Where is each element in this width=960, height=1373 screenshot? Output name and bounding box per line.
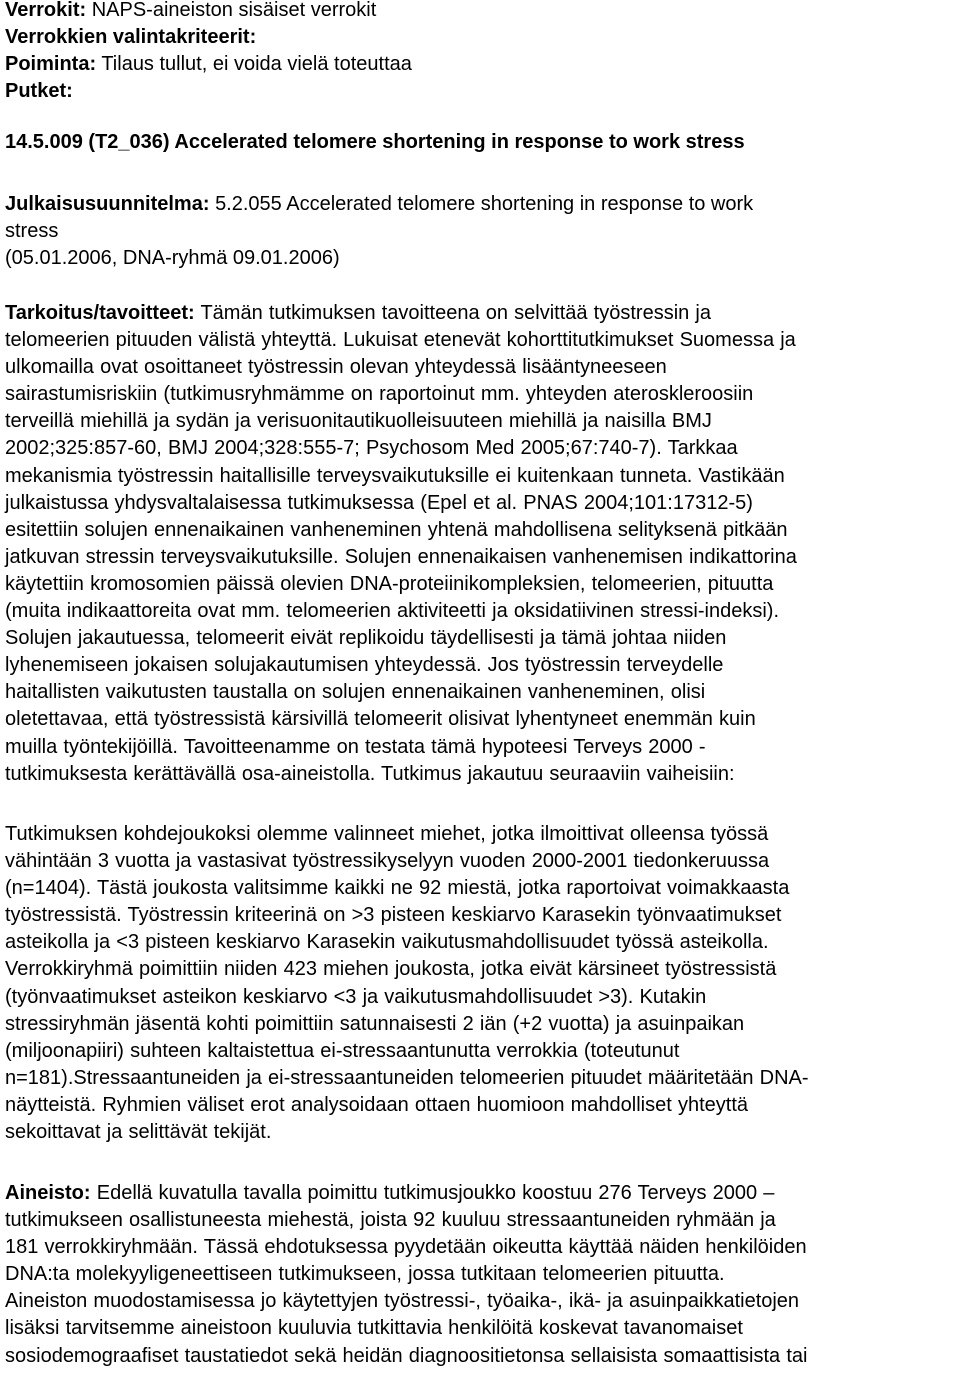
study-design-line: n=181).Stressaantuneiden ja ei-stressaantuneiden telomeerien pituudet määritetään DNA- [5,1066,809,1089]
purpose-section [5,300,797,788]
material-line: 181 verrokkiryhmään. Tässä ehdotuksessa pyydetään oikeutta käyttää näiden henkilöiden [5,1236,807,1259]
poiminta-value: Tilaus tullut, ei voida vielä toteuttaa [101,53,412,75]
study-design-line: stressiryhmän jäsentä kohti poimittiin satunnaisesti 2 iän (+2 vuotta) ja asuinpaikan [5,1012,745,1035]
poiminta-row [5,51,412,78]
study-design-section [5,821,809,1146]
purpose-line: 2002;325:857-60, BMJ 2004;328:555-7; Psychosom Med 2005;67:740-7). Tarkkaa [5,437,738,460]
material-line: sosiodemograafiset taustatiedot sekä heidän diagnoositietonsa sellaisista somaattisista tai [5,1344,808,1367]
material-line: tutkimukseen osallistuneesta miehestä, joista 92 kuuluu stressaantuneiden ryhmään ja [5,1209,776,1232]
project-title: 14.5.009 (T2_036) Accelerated telomere shortening in response to work stress [5,131,745,153]
purpose-line: ulkomailla ovat osoittaneet työstressin olevan yhteydessä lisääntyneeseen [5,356,667,379]
material-line: Aineiston muodostamisessa jo käytettyjen työstressi-, työaika-, ikä- ja asuinpaikkatietojen [5,1290,800,1313]
study-design-line: (miljoonapiiri) suhteen kaltaistettua ei-stressaantunutta verrokkia (toteutunut [5,1039,680,1062]
purpose-line: käytettiin kromosomien päissä olevien DNA-proteiinikompleksien, telomeerien, pituutta [5,572,774,595]
study-design-line: sekoittavat ja selittävät tekijät. [5,1121,272,1144]
purpose-line: (muita indikaattoreita ovat mm. telomeerien aktiviteetti ja oksidatiivinen stressi-indeksi). [5,600,779,623]
publication-plan-line-1 [5,191,753,218]
purpose-label: Tarkoitus/tavoitteet: [5,302,195,324]
purpose-line: haitallisten vaikutusten taustalla on solujen ennenaikainen vanheneminen, olisi [5,681,706,704]
verrokit-label: Verrokit: [5,0,87,21]
study-design-line: vähintään 3 vuotta ja vastasivat työstressikyselyyn vuoden 2000-2001 tiedonkeruussa [5,850,770,873]
material-label: Aineisto: [5,1182,91,1204]
publication-plan-line-2: stress [5,220,59,242]
purpose-line: oletettavaa, että työstressistä kärsivillä telomeerit olisivat lyhentyneet enemmän kuin [5,708,756,731]
purpose-line: julkaistussa yhdysvaltalaisessa tutkimuksessa (Epel et al. PNAS 2004;101:17312-5) [5,491,753,514]
study-design-line: (työnvaatimukset asteikon keskiarvo <3 ja vaikutusmahdollisuudet >3). Kutakin [5,985,707,1008]
purpose-line: lyhenemiseen jokaisen solujakautumisen yhteydessä. Jos työstressin terveydelle [5,654,724,677]
purpose-line: muilla työntekijöillä. Tavoitteenamme on testata tämä hypoteesi Terveys 2000 - [5,735,706,758]
putket-label: Putket: [5,80,73,102]
study-design-line: asteikolla ja <3 pisteen keskiarvo Karasekin vaikutusmahdollisuudet työssä asteikolla. [5,931,769,954]
publication-plan-text: 5.2.055 Accelerated telomere shortening in response to work [215,193,754,215]
publication-plan-line-3: (05.01.2006, DNA-ryhmä 09.01.2006) [5,247,340,269]
poiminta-label: Poiminta: [5,53,97,75]
criteria-label: Verrokkien valintakriteerit: [5,26,257,48]
publication-plan-label: Julkaisusuunnitelma: [5,193,210,215]
study-design-line: näytteistä. Ryhmien väliset erot analysoidaan ottaen huomioon mahdolliset yhteyttä [5,1093,749,1116]
purpose-line: mekanismia työstressin haitallisille terveysvaikutuksille ei kuitenkaan tunneta. Vastikään [5,464,785,487]
study-design-line: työstressistä. Työstressin kriteerinä on >3 pisteen keskiarvo Karasekin työnvaatimukset [5,904,782,927]
purpose-line: terveillä miehillä ja sydän ja verisuonitautikuolleisuuteen miehillä ja naisilla BMJ [5,410,712,433]
purpose-line [5,300,797,327]
purpose-first-line: Tämän tutkimuksen tavoitteena on selvittää työstressin ja [200,302,711,324]
material-section [5,1180,807,1370]
purpose-line: jatkuvan stressin terveysvaikutuksille. Solujen ennenaikaisen vanhenemisen indikattorina [5,545,797,568]
verrokit-row [5,0,376,24]
publication-plan [5,191,753,272]
purpose-line: Solujen jakautuessa, telomeerit eivät replikoidu täydellisesti ja tämä johtaa niiden [5,627,727,650]
material-line: DNA:ta molekyyligeneettiseen tutkimukseen, jossa tutkitaan telomeerien pituutta. [5,1263,725,1286]
purpose-line: tutkimuksesta kerättävällä osa-aineistolla. Tutkimus jakautuu seuraaviin vaiheisiin: [5,762,735,785]
purpose-line: sairastumisriskiin (tutkimusryhmämme on raportoinut mm. yhteyden ateroskleroosiin [5,383,754,406]
purpose-line: telomeerien pituuden välistä yhteyttä. Lukuisat etenevät kohorttitutkimukset Suomessa ja [5,329,796,352]
study-design-line: (n=1404). Tästä joukosta valitsimme kaikki ne 92 miestä, jotka raportoivat voimakkaasta [5,877,790,900]
material-first-line: Edellä kuvatulla tavalla poimittu tutkimusjoukko koostuu 276 Terveys 2000 – [96,1182,775,1204]
purpose-line: esitettiin solujen ennenaikainen vanheneminen yhtenä mahdollisena selityksenä pitkään [5,518,788,541]
verrokit-value: NAPS-aineiston sisäiset verrokit [91,0,377,21]
study-design-line: Tutkimuksen kohdejoukoksi olemme valinneet miehet, jotka ilmoittivat olleensa työssä [5,823,769,845]
study-design-line: Verrokkiryhmä poimittiin niiden 423 miehen joukosta, jotka eivät kärsineet työstressistä [5,958,777,981]
material-line: lisäksi tarvitsemme aineistoon kuuluvia tutkittavia henkilöitä koskevat tavanomaiset [5,1317,743,1340]
material-line [5,1180,807,1207]
